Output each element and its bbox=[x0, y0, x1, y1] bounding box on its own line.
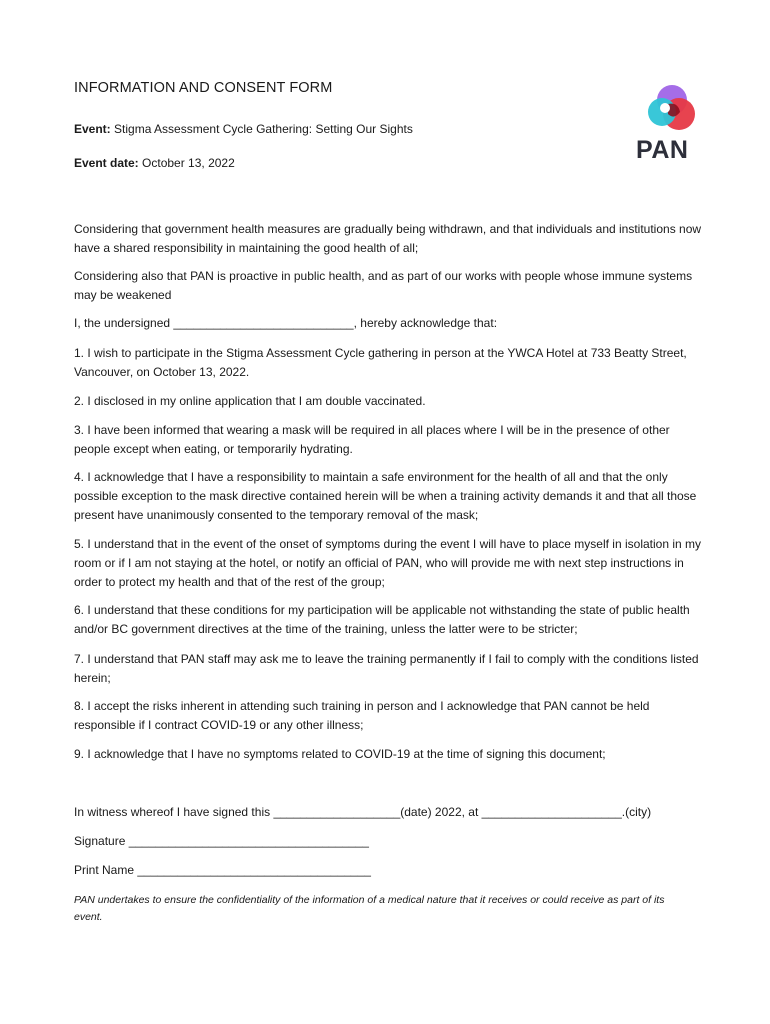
event-date-label: Event date: bbox=[74, 156, 139, 170]
event-date-line bbox=[74, 156, 235, 170]
item-6: 6. I understand that these conditions for my participation will be applicable not withstanding the state of public health and/or BC government directives at the time of the training, unless the latter were to be stricter; bbox=[74, 603, 690, 636]
considering-paragraph-1: Considering that government health measures are gradually being withdrawn, and that individuals and institutions now have a shared responsibility in maintaining the good health of all; bbox=[74, 222, 702, 255]
event-value: Stigma Assessment Cycle Gathering: Setting Our Sights bbox=[114, 122, 413, 136]
item-5: 5. I understand that in the event of the onset of symptoms during the event I will have to place myself in isolation in my room or if I am not staying at the hotel, or notify an official of PAN, who will provide me with next step instructions in order to protect my health and that of the rest of the group; bbox=[74, 537, 702, 589]
item-3: 3. I have been informed that wearing a mask will be required in all places where I will be in the presence of other people except when eating, or temporarily hydrating. bbox=[74, 423, 670, 456]
item-1: 1. I wish to participate in the Stigma Assessment Cycle gathering in person at the YWCA Hotel at 733 Beatty Street, Vancouver, on October 13, 2022. bbox=[74, 346, 687, 379]
item-4: 4. I acknowledge that I have a responsibility to maintain a safe environment for the health of all and that the only possible exception to the mask directive contained herein will be when a training activity demands it and that all those present have unanimously consented to the temporary removal of the mask; bbox=[74, 470, 697, 522]
print-name-line[interactable]: Print Name ___________________________________ bbox=[74, 863, 371, 877]
event-label: Event: bbox=[74, 122, 111, 136]
form-title: INFORMATION AND CONSENT FORM bbox=[74, 80, 333, 96]
witness-line[interactable]: In witness whereof I have signed this ___________________(date) 2022, at _____________________.(city) bbox=[74, 805, 652, 819]
event-line bbox=[74, 122, 413, 136]
item-7: 7. I understand that PAN staff may ask me to leave the training permanently if I fail to comply with the conditions listed herein; bbox=[74, 652, 699, 685]
item-9: 9. I acknowledge that I have no symptoms related to COVID-19 at the time of signing this document; bbox=[74, 747, 606, 761]
undersigned-paragraph: I, the undersigned ___________________________, hereby acknowledge that: bbox=[74, 316, 498, 330]
pan-logo-text: PAN bbox=[636, 136, 689, 164]
item-8: 8. I accept the risks inherent in attending such training in person and I acknowledge that PAN cannot be held responsible if I contract COVID-19 or any other illness; bbox=[74, 699, 650, 732]
signature-line[interactable]: Signature ____________________________________ bbox=[74, 834, 369, 848]
event-date-value: October 13, 2022 bbox=[142, 156, 235, 170]
confidentiality-footnote: PAN undertakes to ensure the confidentiality of the information of a medical nature that it receives or could receive as part of its event. bbox=[74, 894, 665, 923]
item-2: 2. I disclosed in my online application that I am double vaccinated. bbox=[74, 394, 426, 408]
considering-paragraph-2: Considering also that PAN is proactive in public health, and as part of our works with people whose immune systems may be weakened bbox=[74, 269, 693, 302]
